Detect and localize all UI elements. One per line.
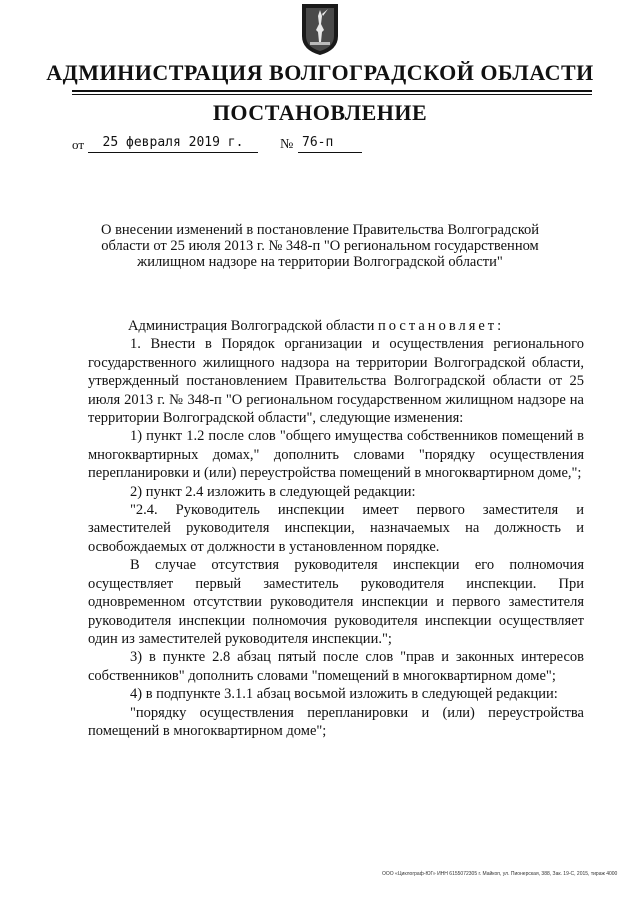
- body-paragraph: 2) пункт 2.4 изложить в следующей редакции:: [130, 483, 416, 500]
- body-paragraph: 1. Внести в Порядок организации и осуществления регионального государственного жилищного надзора на территории Волгоградской области, утвержденный постановлением Правительства Волгоградской области от 25 июля 2013 г. № 348-п "О региональном государственном жилищном надзоре на территории Волгоградской области", следующие изменения:: [88, 336, 584, 427]
- body-paragraph: 3) в пункте 2.8 абзац пятый после слов "прав и законных интересов собственников" дополнить словами "помещений в многоквартирном доме";: [88, 649, 584, 684]
- body-paragraph: В случае отсутствия руководителя инспекции его полномочия осуществляет первый заместитель руководителя инспекции. При одновременном отсутствии руководителя инспекции и первого заместителя руководителя инспекции полномочия руководителя инспекции осуществляет один из заместителей руководителя инспекции.";: [88, 557, 584, 647]
- intro-verb: постановляет:: [378, 318, 505, 334]
- intro-paragraph: [88, 317, 584, 335]
- body-paragraph: "2.4. Руководитель инспекции имеет первого заместителя и заместителей руководителя инспекции, назначаемых на должность и освобождаемых от должности в установленном порядке.: [88, 502, 584, 555]
- body-paragraph: 1) пункт 1.2 после слов "общего имущества собственников помещений в многоквартирных домах," дополнить словами "порядку осуществления перепланировки и (или) переустройства помещений в многоквартирном доме,";: [88, 428, 584, 482]
- document-subject: О внесении изменений в постановление Правительства Волгоградской области от 25 июля 2013 г. № 348-п "О региональном государственном жилищном надзоре на территории Волгоградской области": [100, 222, 540, 270]
- date-prefix: от: [72, 137, 85, 152]
- body-paragraph: "порядку осуществления перепланировки и (или) переустройства помещений в многоквартирном доме";: [88, 704, 584, 739]
- organization-title: АДМИНИСТРАЦИЯ ВОЛГОГРАДСКОЙ ОБЛАСТИ: [46, 60, 594, 85]
- document-body: [88, 317, 584, 740]
- document-number: 76-п: [298, 135, 362, 153]
- document-type: ПОСТАНОВЛЕНИЕ: [212, 100, 428, 125]
- intro-text: Администрация Волгоградской области: [128, 318, 375, 334]
- body-paragraph: 4) в подпункте 3.1.1 абзац восьмой изложить в следующей редакции:: [130, 686, 558, 703]
- header-divider: [72, 90, 592, 92]
- header-divider-thin: [72, 94, 592, 95]
- document-date: 25 февраля 2019 г.: [88, 135, 258, 153]
- volgograd-emblem-icon: [300, 2, 340, 56]
- printer-imprint: ООО «Циклограф-ЮГ» ИНН 6155072305 г. Майкоп, ул. Пионерская, 388, Зак. 19-С, 2015, тираж 4000: [382, 871, 618, 877]
- number-prefix: №: [280, 137, 294, 152]
